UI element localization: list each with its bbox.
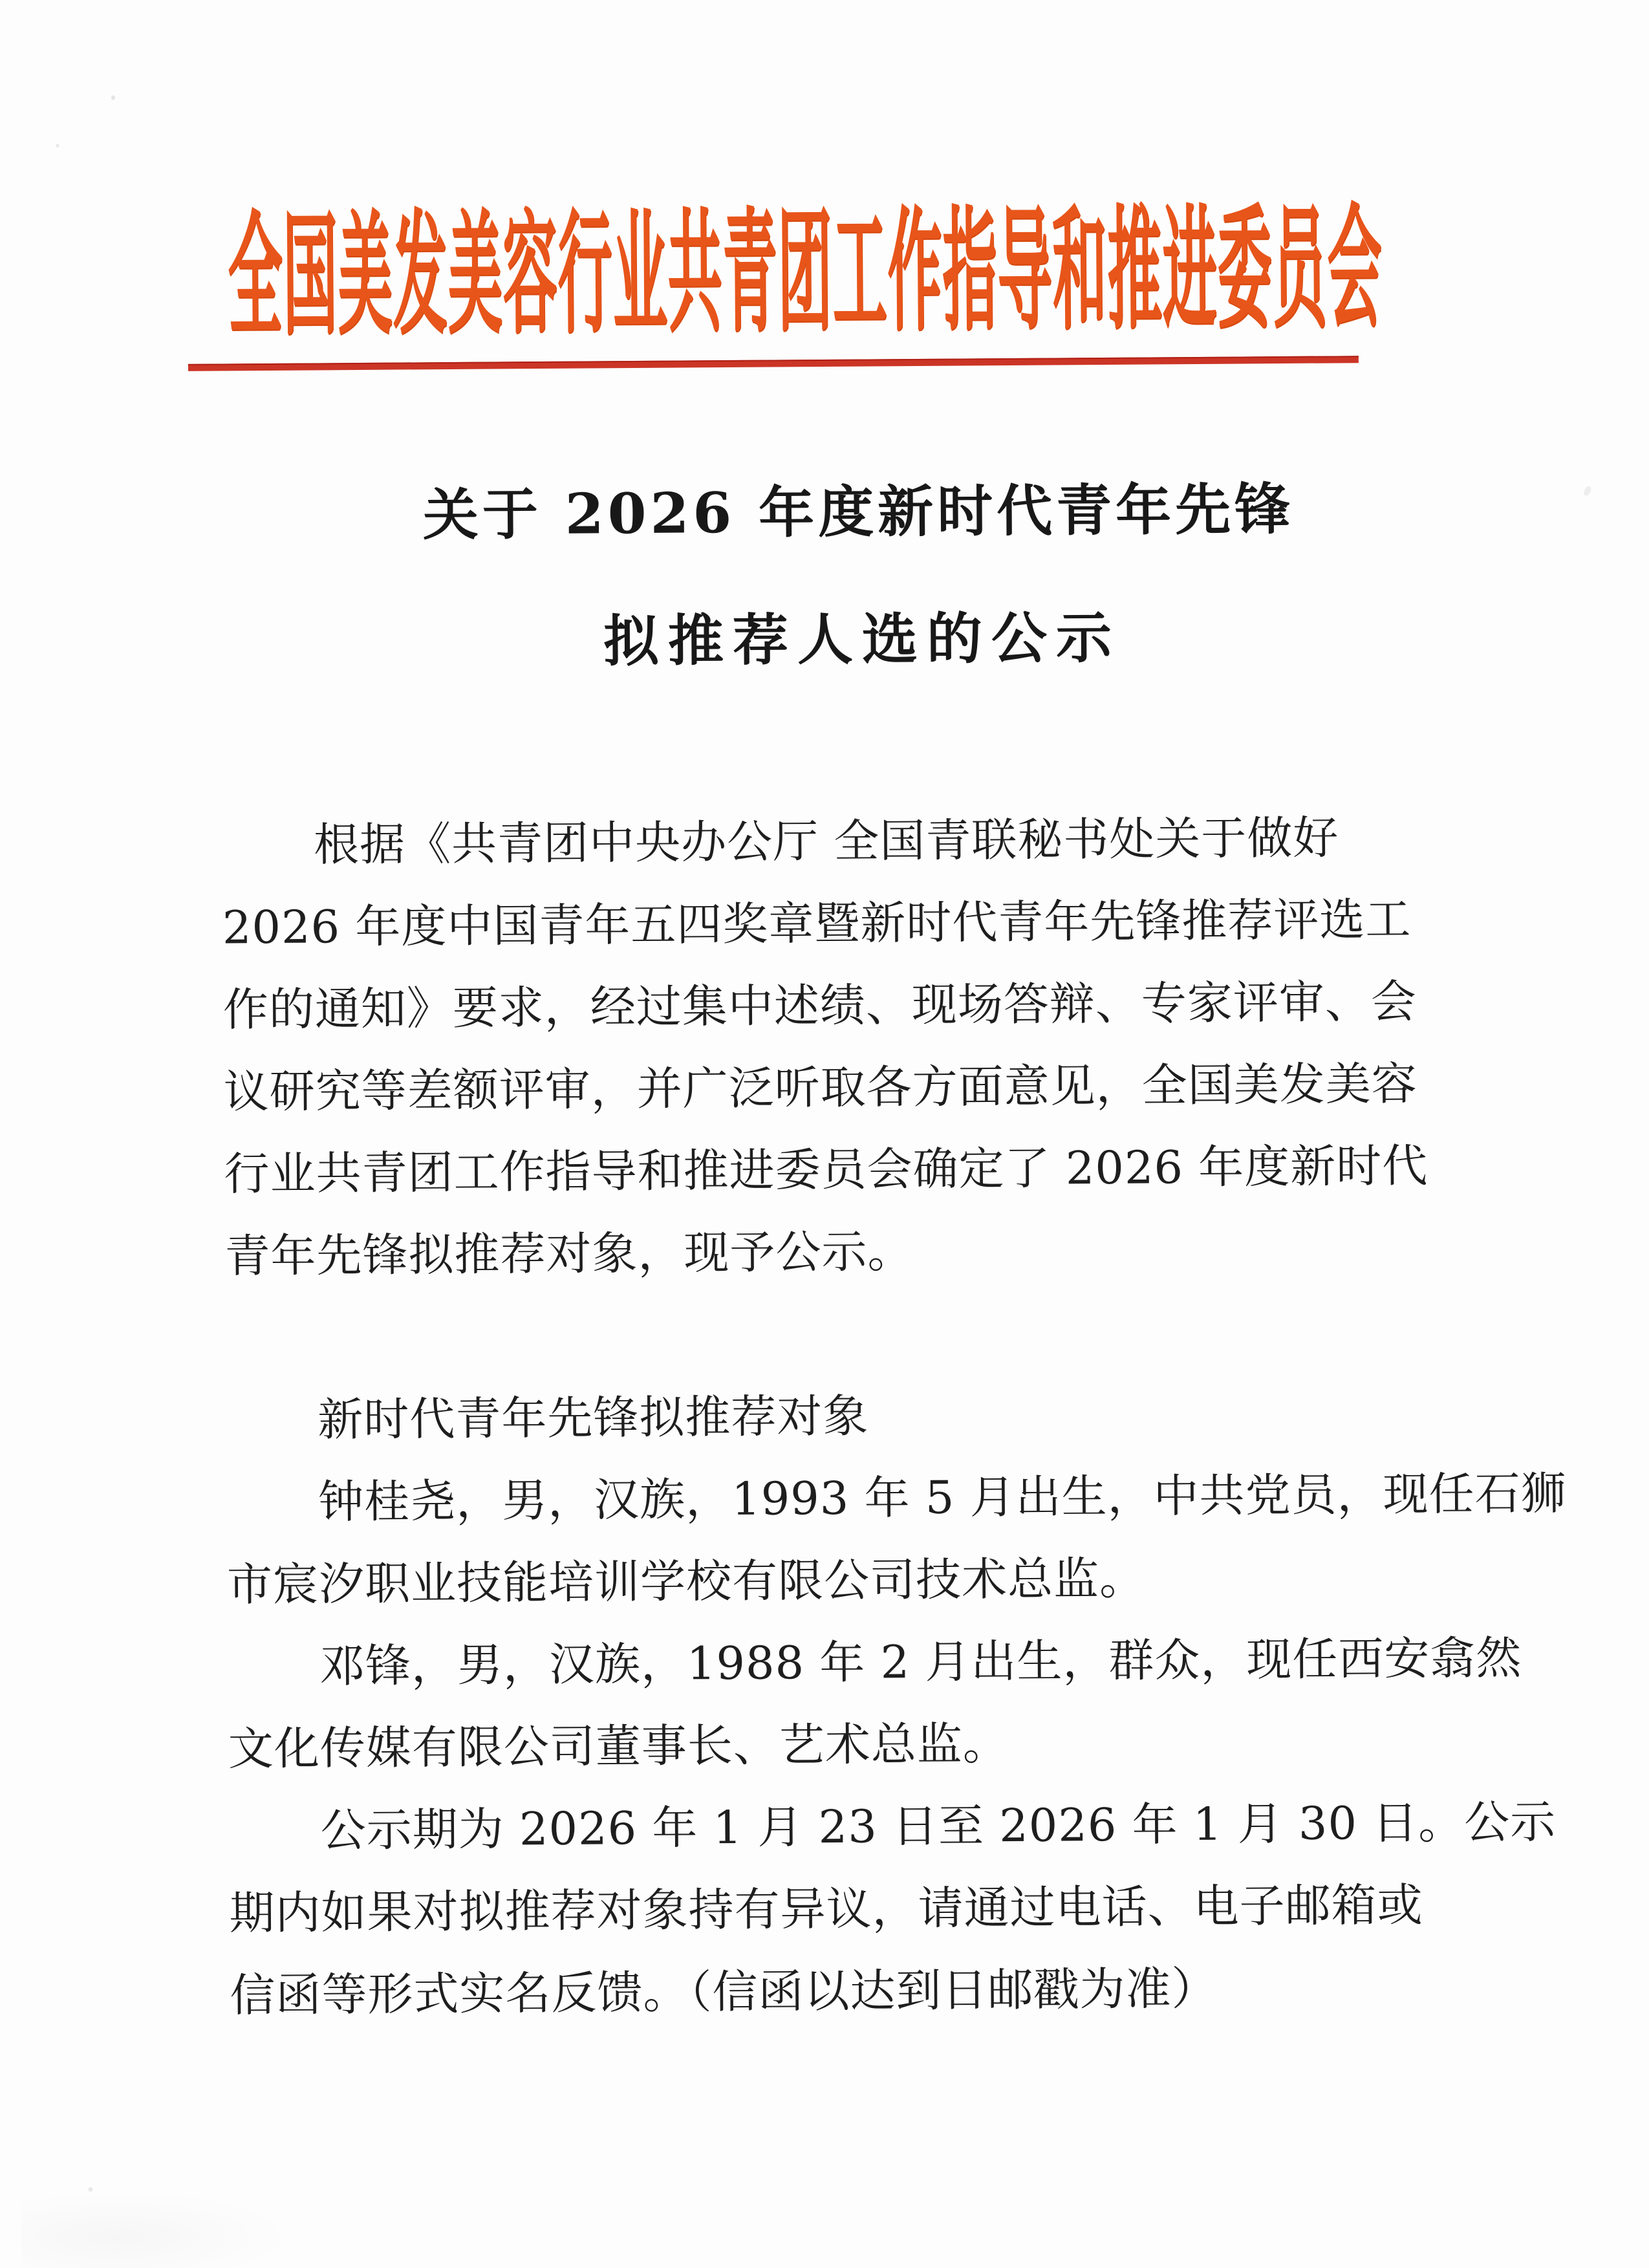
letterhead bbox=[0, 187, 1644, 354]
body-line: 作的通知》要求，经过集中述绩、现场答辩、专家评审、会 bbox=[222, 975, 1417, 1037]
letterhead-org-name: 全国美发美容行业共青团工作指导和推进委员会 bbox=[227, 189, 1383, 354]
document-title-line-2: 拟推荐人选的公示 bbox=[603, 605, 1121, 675]
candidate-1-line: 钟桂尧，男，汉族，1993 年 5 月出生，中共党员，现任石狮 bbox=[318, 1467, 1567, 1529]
candidate-2-line: 邓锋，男，汉族，1988 年 2 月出生，群众，现任西安翕然 bbox=[319, 1631, 1522, 1693]
notice-period-line: 公示期为 2026 年 1 月 23 日至 2026 年 1 月 30 日。公示 bbox=[320, 1795, 1557, 1857]
body-line: 根据《共青团中央办公厅 全国青联秘书处关于做好 bbox=[313, 811, 1339, 872]
section-header-candidates: 新时代青年先锋拟推荐对象 bbox=[318, 1389, 869, 1447]
notice-period-line: 信函等形式实名反馈。（信函以达到日邮戳为准） bbox=[230, 1961, 1218, 2022]
scan-speckle bbox=[56, 144, 59, 147]
scan-blotch bbox=[21, 2190, 294, 2268]
document-body bbox=[222, 796, 1567, 2036]
body-line: 青年先锋拟推荐对象，现予公示。 bbox=[224, 1225, 914, 1283]
body-line: 议研究等差额评审，并广泛听取各方面意见，全国美发美容 bbox=[223, 1057, 1417, 1119]
notice-period-line: 期内如果对拟推荐对象持有异议，请通过电话、电子邮箱或 bbox=[229, 1878, 1423, 1940]
candidate-2-line: 文化传媒有限公司董事长、艺术总监。 bbox=[228, 1717, 1009, 1776]
candidate-1-line: 市宸汐职业技能培训学校有限公司技术总监。 bbox=[226, 1551, 1146, 1612]
scan-speckle bbox=[111, 96, 115, 100]
body-line: 2026 年度中国青年五四奖章暨新时代青年先锋推荐评选工 bbox=[222, 892, 1412, 955]
document-title-line-1: 关于 2026 年度新时代青年先锋 bbox=[422, 476, 1295, 548]
body-line: 行业共青团工作指导和推进委员会确定了 2026 年度新时代 bbox=[224, 1139, 1428, 1201]
